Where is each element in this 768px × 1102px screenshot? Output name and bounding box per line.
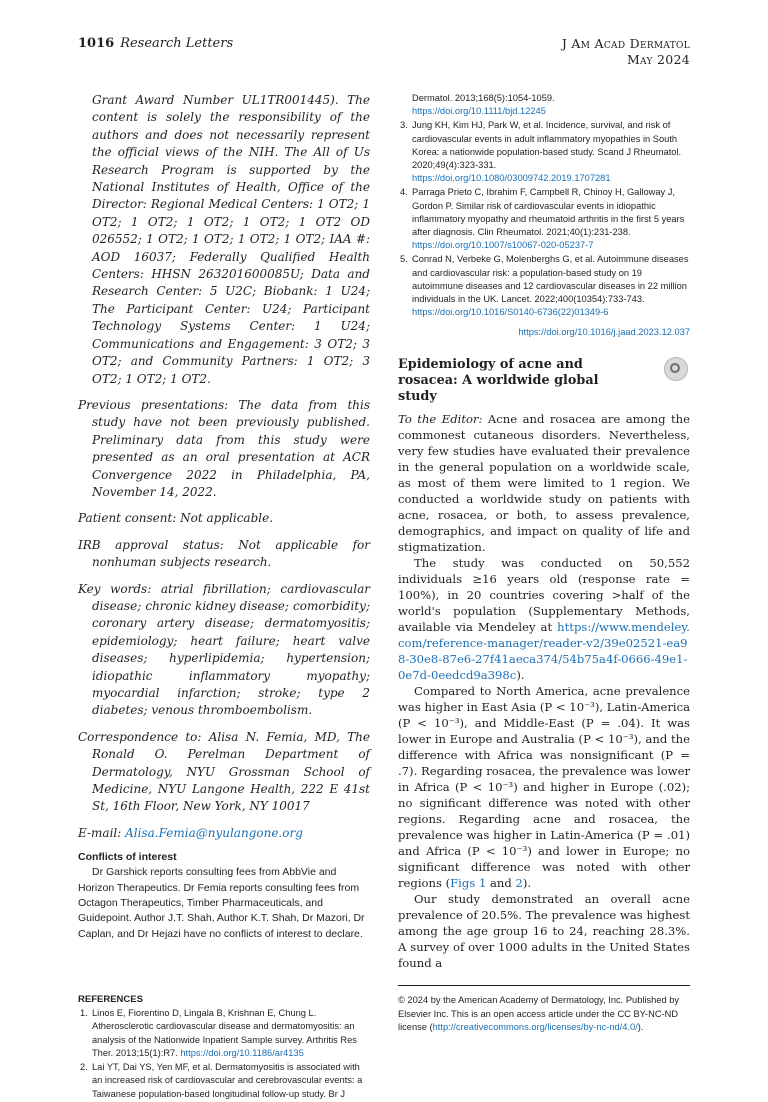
reference-text: Parraga Prieto C, Ibrahim F, Campbell R, Chinoy H, Galloway J, Gordon P. Similar risk of cardiovascular events in idiopathic inflammatory myopathy and rheumatoid arthritis in the first 5 years after diagnosis. Clin Rheumatol. 2021;40(1):231-238. — [412, 187, 685, 238]
left-column — [78, 92, 370, 1102]
reference-number: 5. — [400, 254, 408, 265]
reference-doi-link[interactable]: https://doi.org/10.1111/bjd.12245 — [412, 106, 546, 117]
reference-number: 1. — [80, 1008, 88, 1019]
reference-number: 2. — [80, 1062, 88, 1073]
reference-item — [398, 92, 690, 118]
copyright-end: ). — [637, 1021, 644, 1032]
reference-text: Conrad N, Verbeke G, Molenberghs G, et al. Autoimmune diseases and cardiovascular risk: a population-based study on 19 autoimmune diseases and 12 cardiovascular diseases in 22 million individuals in the UK. Lancet. 2022;400(10354):733-743. — [412, 254, 689, 305]
irb-status: IRB approval status: Not applicable for nonhuman subjects research. — [78, 537, 370, 570]
reference-doi-link[interactable]: https://doi.org/10.1007/s10067-020-05237-7 — [412, 240, 594, 251]
key-words: Key words: atrial fibrillation; cardiovascular disease; chronic kidney disease; comorbidity; coronary artery disease; dermatomyositis; epidemiology; heart failure; heart valve diseases; hyperlipidemia; hypertension; idiopathic inflammatory myopathy; myocardial infarction; stroke; type 2 diabetes; venous thromboembolism. — [78, 581, 370, 718]
patient-consent: Patient consent: Not applicable. — [78, 511, 274, 526]
paragraph-2-text: The study was conducted on 50,552 individuals ≥16 years old (response rate = 100%), in 20 countries covering >half of the world's population (Supplementary Methods, available via Mendeley at — [398, 556, 690, 635]
figure-2-link[interactable]: 2 — [515, 876, 523, 891]
reference-number: 4. — [400, 187, 408, 198]
paragraph-1-text: Acne and rosacea are among the commonest cutaneous disorders. Nevertheless, very few studies have evaluated their prevalence in the general population on a worldwide scale, as most of them were limited to 1 region. We conducted a worldwide study on patients with acne, rosacea, or both, to assess prevalence, demographics, and impact on quality of life and stigmatization. — [398, 412, 690, 555]
reference-item — [78, 1061, 370, 1101]
to-the-editor-lead: To the Editor: — [398, 412, 483, 427]
article-title: Epidemiology of acne and rosacea: A worldwide global study — [398, 357, 599, 405]
coi-body: Dr Garshick reports consulting fees from AbbVie and Horizon Therapeutics. Dr Femia reports consulting fees from Octagon Therapeutics, Timber Pharmaceuticals, and Guidepoint. Author J.T. Shah, Author K.T. Shah, Dr Mazori, Dr Caplan, and Dr Hejazi have no conflicts of interest to declare. — [78, 866, 365, 940]
page-number: 1016 — [78, 36, 115, 51]
figure-1-link[interactable]: Figs 1 — [450, 876, 487, 891]
paragraph-3-end: ). — [522, 876, 532, 891]
reference-item — [398, 119, 690, 185]
reference-item — [78, 1007, 370, 1060]
mendeley-link[interactable]: https://www.mendeley.com/reference-manager/reader-v2/39e02521-ea98-30e8-87e6-27f41aeca374/54b75a4f-0666-49e1-0e7d-0eedcd9a398c — [398, 620, 690, 683]
copyright-text: © 2024 by the American Academy of Dermatology, Inc. Published by Elsevier Inc. This is an open access article under the CC BY-NC-ND license ( — [398, 995, 680, 1032]
right-column — [398, 92, 690, 1034]
previous-presentations: Previous presentations: The data from this study have not been previously published. Preliminary data from this study were presented as an oral presentation at ACR Convergence 2022 in Philadelphia, PA, November 14, 2022. — [78, 397, 370, 499]
email-label: E-mail: — [78, 825, 126, 840]
reference-number: 3. — [400, 120, 408, 131]
paragraph-1 — [398, 411, 690, 555]
reference-doi-link[interactable]: https://doi.org/10.1186/ar4135 — [180, 1047, 304, 1058]
reference-item — [398, 253, 690, 319]
correspondence: Correspondence to: Alisa N. Femia, MD, The Ronald O. Perelman Department of Dermatology, NYU Grossman School of Medicine, NYU Langone Health, 222 E 41st St, 16th Floor, New York, NY 10017 — [78, 729, 370, 814]
paragraph-2 — [398, 555, 690, 683]
running-head — [78, 34, 690, 68]
email-line — [78, 825, 370, 842]
funding-text: Grant Award Number UL1TR001445). The content is solely the responsibility of the authors and does not necessarily represent the official views of the NIH. The All of Us Research Program is supported by the National Institutes of Health, Office of the Director: Regional Medical Centers: 1 OT2; 1 OT2; 1 OT2; 1 OT2; 1 OT2; 1 OT2 OD 026552; 1 OT2; 1 OT2; 1 OT2; 1 OT2; IAA #: AOD 16037; Federally Qualified Health Centers: HHSN 263201600085U; Data and Research Center: 5 U2C; Biobank: 1 U24; The Participant Center: U24; Participant Technology Systems Center: 1 U24; Communications and Engagement: 3 OT2; 3 OT2; and Community Partners: 1 OT2; 3 OT2; 1 OT2; 1 OT2. — [92, 93, 370, 386]
article-doi-link[interactable]: https://doi.org/10.1016/j.jaad.2023.12.037 — [518, 327, 690, 338]
reference-text: Linos E, Fiorentino D, Lingala B, Krishnan E, Chung L. Atherosclerotic cardiovascular disease and dermatomyositis: an analysis of the Nationwide Inpatient Sample survey. Arthritis Res Ther. 2013;15(1):R7. — [92, 1008, 357, 1058]
journal-name: J Am Acad Dermatol — [561, 36, 690, 51]
paragraph-3 — [398, 683, 690, 891]
reference-item — [398, 186, 690, 252]
license-link[interactable]: http://creativecommons.org/licenses/by-nc-nd/4.0/ — [432, 1021, 638, 1032]
footnote-divider — [398, 985, 690, 986]
issue-date: May 2024 — [626, 52, 690, 67]
coi-title: Conflicts of interest — [78, 851, 177, 864]
reference-doi-link[interactable]: https://doi.org/10.1080/03009742.2019.1707281 — [412, 173, 611, 184]
check-for-updates-icon[interactable] — [664, 357, 688, 381]
article-header — [398, 357, 690, 405]
reference-text: Lai YT, Dai YS, Yen MF, et al. Dermatomyositis is associated with an increased risk of cardiovascular and cerebrovascular events: a Taiwanese population-based longitudinal follow-up study. Br J — [92, 1062, 363, 1099]
reference-text: Jung KH, Kim HJ, Park W, et al. Incidence, survival, and risk of cardiovascular events in adult inflammatory myopathies in South Korea: a nationwide population-based study. Scand J Rheumatol. 2020;49(4):323-331. — [412, 120, 682, 171]
email-link[interactable]: Alisa.Femia@nyulangone.org — [125, 825, 303, 840]
running-head-left — [78, 36, 233, 51]
references-title: REFERENCES — [78, 994, 143, 1006]
running-head-right — [562, 36, 690, 68]
paragraph-3-and: and — [486, 876, 516, 891]
paragraph-2-end: ). — [516, 668, 525, 683]
reference-text: Dermatol. 2013;168(5):1054-1059. — [412, 93, 555, 103]
paragraph-4: Our study demonstrated an overall acne prevalence of 20.5%. The prevalence was highest among the age group 16 to 24, reaching 28.3%. A survey of over 1000 adults in the United States found a — [398, 892, 690, 971]
paragraph-3-text: Compared to North America, acne prevalence was higher in East Asia (P < 10⁻³), Latin-America (P < 10⁻³), and Middle-East (P = .04). It was lower in Europe and Australia (P < 10⁻³), and the difference with Africa was nonsignificant (P = .7). Regarding rosacea, the prevalence was lower in Africa (P < 10⁻³) and higher in Europe (.02); no significant difference was noted with other regions. Regarding acne and rosacea, the prevalence was higher in Latin-America (P = .01) and Africa (P < 10⁻³) and lower in Europe; no significant difference was noted with other regions ( — [398, 684, 690, 891]
copyright-notice — [398, 994, 690, 1034]
reference-doi-link[interactable]: https://doi.org/10.1016/S0140-6736(22)01349-6 — [412, 307, 609, 318]
section-name: Research Letters — [120, 36, 234, 51]
